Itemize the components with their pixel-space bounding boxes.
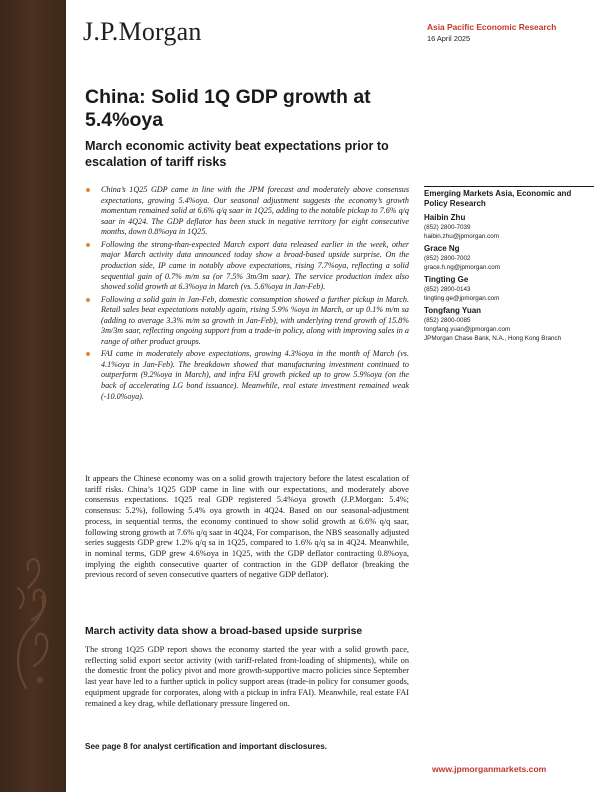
key-point-text: Following a solid gain in Jan-Feb, domestic consumption showed a further pickup in March. Retail sales beat expectations notably again, rising 5.9% %oya in March, or up 0.1% m/m sa (adding to average 3.3% m/m sa growth in Jan-Feb), with underlying trend growth of 15.8% 3m/3m saar, reflecting ongoing support from a trade-in policy, along with improving sales in a range of other product groups. [101, 294, 409, 346]
report-date: 16 April 2025 [427, 34, 471, 43]
report-series: Asia Pacific Economic Research [427, 22, 557, 32]
page-subtitle: March economic activity beat expectations prior to escalation of tariff risks [85, 139, 389, 169]
analyst-email-link[interactable]: tongfang.yuan@jpmorgan.com [424, 326, 511, 333]
analyst-email-link[interactable]: tingting.ge@jpmorgan.com [424, 295, 500, 302]
key-point-text: FAI came in moderately above expectations, growing 4.3%oya in the month of March (vs. 4.1%oya in Jan-Feb). The breakdown showed that manufacturing investment continued to outperform (9.2%oya in March), and infra FAI growth picked up to grow 5.9%oya (on the back of accelerating LG bond issuance). Meanwhile, real estate investment remained weak (-10.0%oya). [101, 349, 409, 401]
disclosure-note: See page 8 for analyst certification and important disclosures. [85, 742, 328, 751]
section-heading: March activity data show a broad-based upside surprise [85, 626, 363, 637]
bullet-icon [86, 298, 90, 302]
analyst-phone: (852) 2800-0085 [424, 317, 471, 324]
sidebar-band [0, 0, 66, 792]
analyst-card [424, 243, 594, 272]
key-points-list [85, 185, 409, 404]
footer-website-link[interactable]: www.jpmorganmarkets.com [432, 764, 547, 774]
bullet-icon [86, 243, 90, 247]
analyst-panel [424, 186, 594, 345]
key-point [85, 185, 409, 238]
analyst-name: Tongfang Yuan [424, 306, 482, 315]
bullet-icon [86, 352, 90, 356]
analyst-name: Tingting Ge [424, 275, 469, 284]
brand-logo: J.P.Morgan [83, 17, 202, 46]
page-title: China: Solid 1Q GDP growth at 5.4%oya [85, 86, 371, 131]
analyst-email-link[interactable]: grace.h.ng@jpmorgan.com [424, 264, 501, 271]
analyst-email-link[interactable]: haibin.zhu@jpmorgan.com [424, 233, 499, 240]
key-point-text: Following the strong-than-expected March export data released earlier in the week, other major March activity data announced today show a broad-based upside surprise. On the production side, IP came in notably above expectations, rising 7.7%oya, reflecting a solid sequential gain of 0.7% m/m sa (or 7.5% 3m/3m saar). The service production index also showed solid growth at 6.3%oya in March (vs. 5.6%oya in Jan-Feb). [101, 239, 409, 292]
analyst-card [424, 305, 594, 343]
analyst-card [424, 212, 594, 241]
analyst-card [424, 274, 594, 303]
key-point-text: China’s 1Q25 GDP came in line with the JPM forecast and moderately above consensus expectations, growing 5.4%oya. Our seasonal adjustment suggests the economy’s growth momentum remained solid at 6.6% q/q saar in 1Q25, adding to the notable pickup to 7.6% q/q saar in 4Q24. The GDP deflator has been stuck in negative territory for eight consecutive months, down 0.8%oya in 1Q25. [101, 185, 409, 237]
key-point [85, 240, 409, 293]
analyst-phone: (852) 2800-7002 [424, 255, 471, 262]
panel-heading: Emerging Markets Asia, Economic and Policy Research [424, 189, 572, 208]
analyst-phone: (852) 2800-7039 [424, 224, 471, 231]
body-paragraph: The strong 1Q25 GDP report shows the economy started the year with a solid growth pace, reflecting solid export sector activity (with tariff-related front-loading of shipments), while on the domestic front the policy pivot and more growth-supportive macro policies since September last year have led to a further uptick in policy support areas (trade-in policy for consumer goods, equipment upgrade for corporates, along with a pickup in infra FAI). Meanwhile, real estate FAI remained a key drag, while deflationary pressure lingered on. [85, 645, 409, 708]
analyst-phone: (852) 2800-0143 [424, 286, 471, 293]
bullet-icon [86, 188, 90, 192]
analyst-name: Grace Ng [424, 244, 460, 253]
panel-divider [424, 186, 594, 187]
key-point [85, 295, 409, 348]
analyst-name: Haibin Zhu [424, 213, 466, 222]
key-point [85, 349, 409, 402]
body-paragraph: It appears the Chinese economy was on a solid growth trajectory before the latest escalation of tariff risks. China’s 1Q25 GDP came in line with our expectations, and moderately above consensus expectations. 1Q25 real GDP registered 5.4%oya growth (J.P.Morgan: 5.4%; consensus: 5.2%), following 5.4% oya growth in 4Q24. Based on our seasonal-adjustment process, in sequential terms, the economy continued to show solid growth at 6.6% q/q saar, following strong growth at 7.6% q/q saar in 4Q24, For comparison, the NBS seasonally adjusted series suggests GDP grew 1.2% q/q sa in 1Q25, compared to 1.6% q/q sa in 4Q24. Meanwhile, in nominal terms, GDP grew 4.6%oya in 1Q25, with the GDP deflator contracting 0.8%oya, implying the eighth consecutive quarter of contraction in the GDP deflator (breaking the previous record of seven consecutive quarters of negative GDP deflator). [85, 474, 409, 580]
brand-watermark [6, 548, 62, 698]
analyst-entity: JPMorgan Chase Bank, N.A., Hong Kong Branch [424, 335, 562, 342]
